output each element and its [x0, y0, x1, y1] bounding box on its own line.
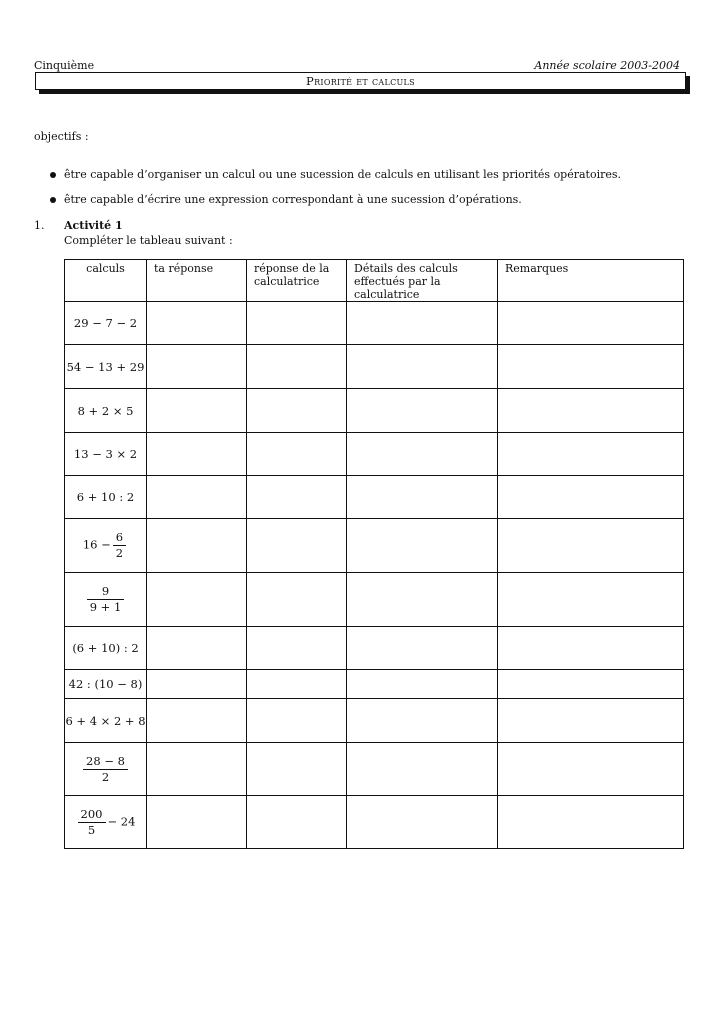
- remarks-cell[interactable]: [498, 796, 684, 849]
- answer-cell[interactable]: [147, 302, 247, 345]
- header-remarques: Remarques: [498, 260, 684, 302]
- answer-cell[interactable]: [147, 573, 247, 627]
- remarks-cell[interactable]: [498, 670, 684, 699]
- fraction-denominator: 2: [101, 769, 110, 784]
- answer-cell[interactable]: [147, 389, 247, 433]
- table-row: [65, 699, 684, 743]
- activity-instruction: Compléter le tableau suivant :: [64, 234, 233, 247]
- calculator-answer-cell[interactable]: [247, 302, 347, 345]
- table-header-row: [65, 260, 684, 302]
- details-cell[interactable]: [347, 389, 498, 433]
- calc-expression: [65, 345, 147, 389]
- remarks-cell[interactable]: [498, 345, 684, 389]
- details-cell[interactable]: [347, 743, 498, 796]
- remarks-cell[interactable]: [498, 699, 684, 743]
- class-label: Cinquième: [34, 59, 95, 72]
- remarks-cell[interactable]: [498, 389, 684, 433]
- calc-expression: [65, 796, 147, 849]
- calculator-answer-cell[interactable]: [247, 476, 347, 519]
- expression-prefix: 16 −: [82, 537, 111, 552]
- details-cell[interactable]: [347, 699, 498, 743]
- expression-text: 29 − 7 − 2: [73, 316, 138, 330]
- calculator-answer-cell[interactable]: [247, 345, 347, 389]
- calc-expression: [65, 302, 147, 345]
- answer-cell[interactable]: [147, 519, 247, 573]
- calculator-answer-cell[interactable]: [247, 433, 347, 476]
- answer-cell[interactable]: [147, 433, 247, 476]
- calculator-answer-cell[interactable]: [247, 796, 347, 849]
- details-cell[interactable]: [347, 302, 498, 345]
- details-cell[interactable]: [347, 345, 498, 389]
- details-cell[interactable]: [347, 796, 498, 849]
- table-row: [65, 476, 684, 519]
- remarks-cell[interactable]: [498, 519, 684, 573]
- fraction-denominator: 9 + 1: [89, 600, 122, 614]
- table-row: [65, 433, 684, 476]
- page-title: Priorité et calculs: [306, 74, 415, 88]
- expression-text: 13 − 3 × 2: [73, 447, 138, 461]
- calc-expression: [65, 519, 147, 573]
- calculator-answer-cell[interactable]: [247, 573, 347, 627]
- expression-suffix: − 24: [107, 814, 136, 828]
- expression-text: 8 + 2 × 5: [77, 403, 134, 418]
- fraction: [113, 531, 126, 560]
- objectives-label: objectifs :: [34, 130, 89, 143]
- fraction-numerator: 200: [78, 808, 106, 823]
- remarks-cell[interactable]: [498, 743, 684, 796]
- calc-expression: [65, 476, 147, 519]
- fraction: [83, 755, 128, 784]
- remarks-cell[interactable]: [498, 302, 684, 345]
- answer-cell[interactable]: [147, 345, 247, 389]
- calc-expression: [65, 627, 147, 670]
- bullet-icon: [50, 172, 56, 178]
- answer-cell[interactable]: [147, 743, 247, 796]
- expression-text: 6 + 10 : 2: [76, 490, 135, 504]
- table-row: [65, 796, 684, 849]
- calculator-answer-cell[interactable]: [247, 389, 347, 433]
- bullet-icon: [50, 197, 56, 203]
- answer-cell[interactable]: [147, 796, 247, 849]
- objective-item: [50, 168, 621, 193]
- fraction: [87, 585, 125, 614]
- expression-text: 42 : (10 − 8): [68, 677, 143, 691]
- answer-cell[interactable]: [147, 699, 247, 743]
- objective-text: être capable d’organiser un calcul ou une sucession de calculs en utilisant les priorités opératoires.: [64, 168, 622, 181]
- objectives-list: [50, 168, 621, 218]
- table-row: [65, 302, 684, 345]
- remarks-cell[interactable]: [498, 476, 684, 519]
- fraction-numerator: 28 − 8: [83, 755, 128, 770]
- fraction-numerator: 9: [87, 585, 125, 600]
- details-cell[interactable]: [347, 433, 498, 476]
- fraction: [78, 808, 106, 837]
- activity-heading: [34, 219, 123, 232]
- table-row: [65, 743, 684, 796]
- expression-text: 6 + 4 × 2 + 8: [65, 713, 146, 728]
- title-box: [35, 72, 686, 90]
- details-cell[interactable]: [347, 573, 498, 627]
- header-details: Détails des calculs effectués par la calculatrice: [347, 260, 498, 302]
- header-ta-reponse: ta réponse: [147, 260, 247, 302]
- details-cell[interactable]: [347, 627, 498, 670]
- answer-cell[interactable]: [147, 476, 247, 519]
- calculator-answer-cell[interactable]: [247, 743, 347, 796]
- details-cell[interactable]: [347, 476, 498, 519]
- table-row: [65, 573, 684, 627]
- table-row: [65, 345, 684, 389]
- remarks-cell[interactable]: [498, 627, 684, 670]
- activity-title: Activité 1: [64, 219, 123, 232]
- calc-expression: [65, 743, 147, 796]
- details-cell[interactable]: [347, 670, 498, 699]
- expression-text: 54 − 13 + 29: [66, 359, 145, 374]
- answer-cell[interactable]: [147, 670, 247, 699]
- remarks-cell[interactable]: [498, 573, 684, 627]
- answer-cell[interactable]: [147, 627, 247, 670]
- calc-expression: [65, 670, 147, 699]
- table-row: [65, 670, 684, 699]
- school-year: Année scolaire 2003-2004: [534, 59, 680, 72]
- activity-number: 1.: [34, 219, 45, 232]
- objective-text: être capable d’écrire une expression correspondant à une sucession d’opérations.: [64, 193, 522, 206]
- calc-expression: [65, 433, 147, 476]
- header-reponse-calculatrice: réponse de la calculatrice: [247, 260, 347, 302]
- calculation-table: [64, 259, 684, 849]
- fraction-denominator: 5: [87, 822, 96, 837]
- fraction-denominator: 2: [115, 546, 124, 560]
- remarks-cell[interactable]: [498, 433, 684, 476]
- table-row: [65, 519, 684, 573]
- calculator-answer-cell[interactable]: [247, 519, 347, 573]
- details-cell[interactable]: [347, 519, 498, 573]
- header-calculs: calculs: [65, 260, 147, 302]
- expression-text: (6 + 10) : 2: [72, 641, 139, 655]
- table-row: [65, 389, 684, 433]
- calc-expression: [65, 389, 147, 433]
- calc-expression: [65, 573, 147, 627]
- objective-item: [50, 193, 621, 218]
- calc-expression: [65, 699, 147, 743]
- calculator-answer-cell[interactable]: [247, 670, 347, 699]
- calculator-answer-cell[interactable]: [247, 699, 347, 743]
- calculator-answer-cell[interactable]: [247, 627, 347, 670]
- table-row: [65, 627, 684, 670]
- fraction-numerator: 6: [113, 531, 126, 546]
